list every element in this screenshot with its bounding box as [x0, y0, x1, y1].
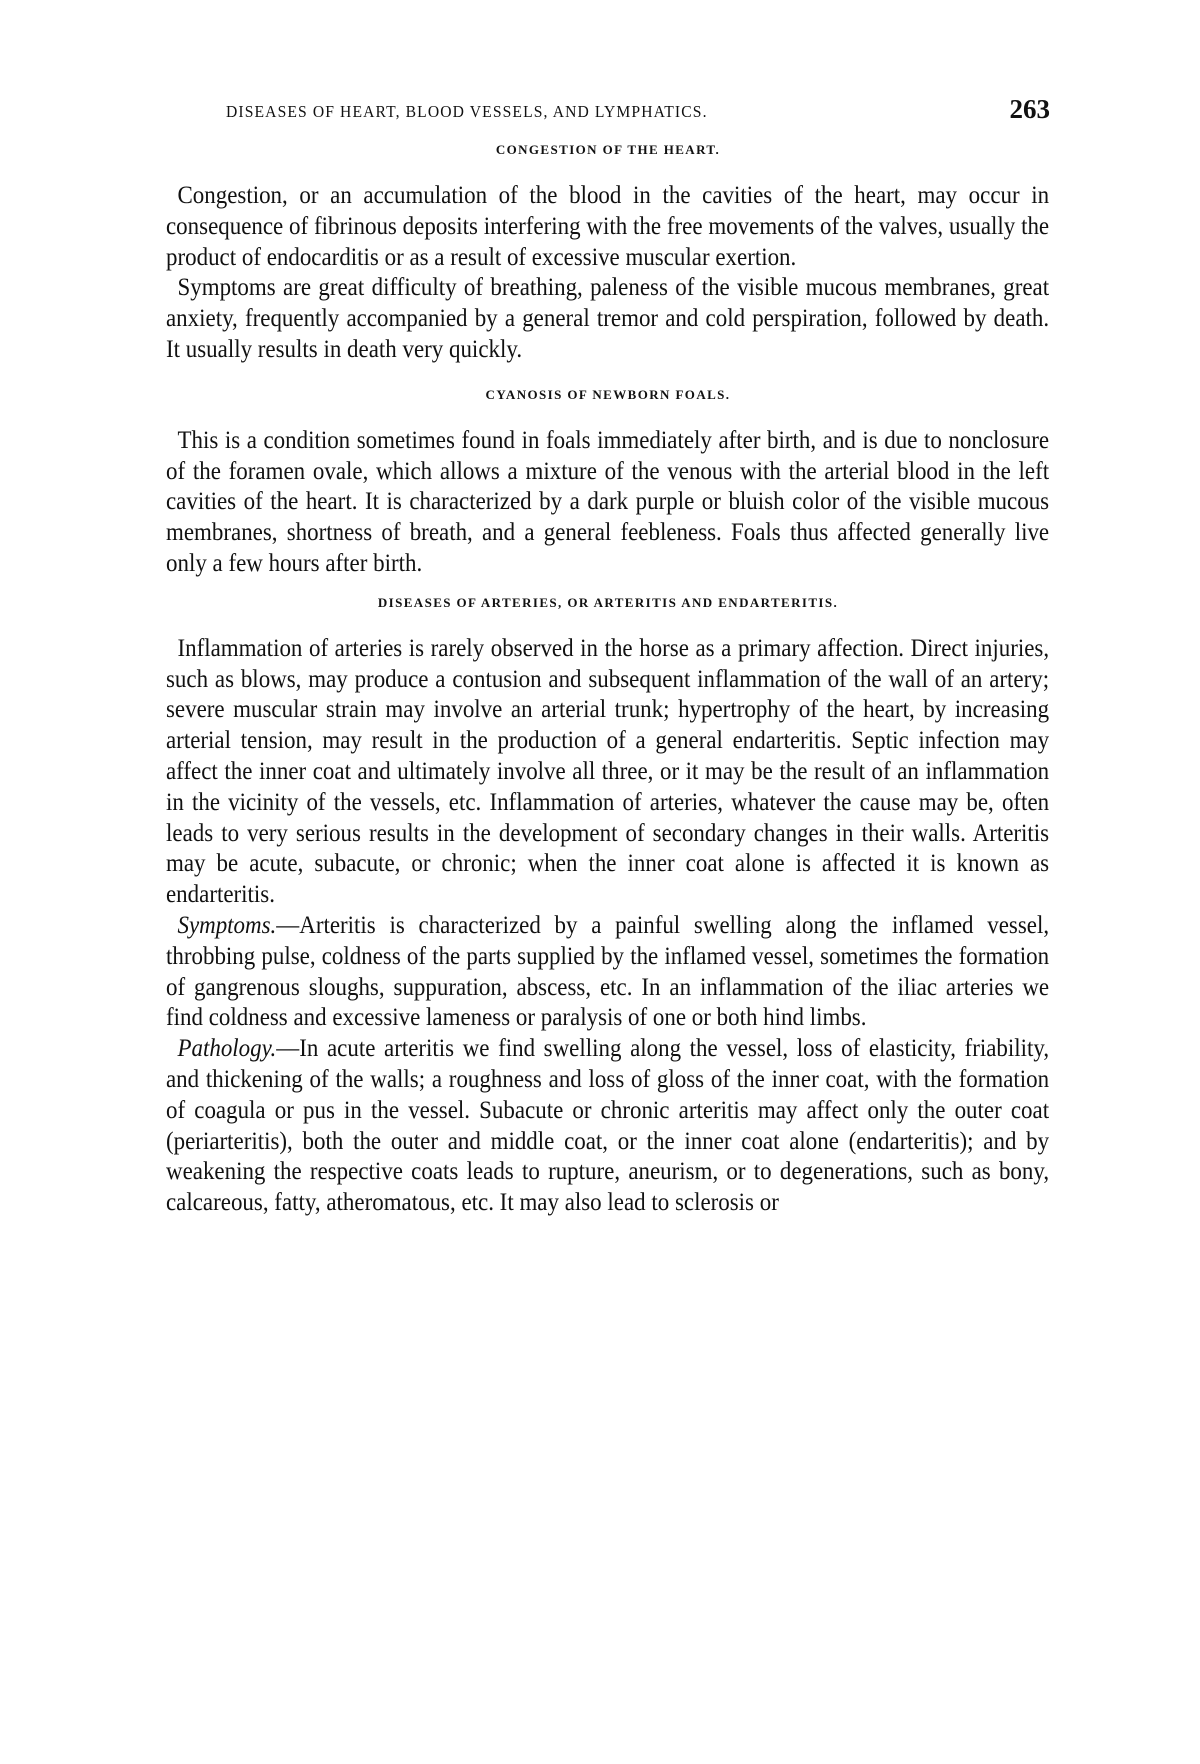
paragraph-text: This is a condition sometimes found in foals immediately after birth, and is due to nonclosure of the foramen ovale, which allows a mixture of the venous with the arterial blood in the left cavities of the heart. It is characterized by a dark purple or bluish color of the visible mucous membranes, shortness of breath, and a general feebleness. Foals thus affected generally live only a few hours after birth. — [166, 424, 1050, 577]
book-page — [166, 96, 1050, 1218]
section-heading-cyanosis: CYANOSIS OF NEWBORN FOALS. — [485, 386, 731, 402]
paragraph — [166, 180, 1049, 272]
paragraph-text: —Arteritis is characterized by a painful swelling along the inflamed vessel, throbbing pulse, coldness of the parts supplied by the inflamed vessel, sometimes the formation of gangrenous sloughs, suppuration, abscess, etc. In an inflammation of the iliac arteries we find coldness and excessive lameness or paralysis of one or both hind limbs. — [166, 909, 1050, 1032]
running-head-title: DISEASES OF HEART, BLOOD VESSELS, AND LYMPHATICS. — [226, 102, 708, 121]
paragraph — [166, 425, 1049, 579]
paragraph-text: —In acute arteritis we find swelling along the vessel, loss of elasticity, friability, and thickening of the walls; a roughness and loss of gloss of the inner coat, with the formation of coagula or pus in the vessel. Subacute or chronic arteritis may affect only the outer coat (periarteritis), both the outer and middle coat, or the inner coat alone (endarteritis); and by weakening the respective coats leads to rupture, aneurism, or to degenerations, such as bony, calcareous, fatty, atheromatous, etc. It may also lead to sclerosis or — [166, 1033, 1050, 1217]
section-heading-congestion: CONGESTION OF THE HEART. — [495, 142, 721, 157]
paragraph-lead-symptoms: Symptoms. — [177, 909, 277, 939]
paragraph-text: Inflammation of arteries is rarely observed in the horse as a primary affection. Direct injuries, such as blows, may produce a contusion and subsequent inflammation of the wall of an artery; severe muscular strain may involve an arterial trunk; hypertrophy of the heart, by increasing arterial tension, may result in the production of a general endarteritis. Septic infection may affect the inner coat and ultimately involve all three, or it may be the result of an inflammation in the vicinity of the vessels, etc. Inflammation of arteries, whatever the cause may be, often leads to very serious results in the development of secondary changes in their walls. Arteritis may be acute, subacute, or chronic; when the inner coat alone is affected it is known as endarteritis. — [166, 632, 1050, 909]
running-head — [166, 96, 1050, 132]
paragraph — [166, 633, 1049, 910]
section-heading-arteritis: DISEASES OF ARTERIES, OR ARTERITIS AND ENDARTERITIS. — [377, 594, 839, 610]
paragraph — [166, 1033, 1049, 1218]
paragraph-text: Congestion, or an accumulation of the blood in the cavities of the heart, may occur in consequence of fibrinous deposits interfering with the free movements of the valves, usually the product of endocarditis or as a result of excessive muscular exertion. — [166, 180, 1050, 271]
page-number: 263 — [1009, 94, 1050, 124]
paragraph — [166, 910, 1049, 1033]
paragraph — [166, 272, 1049, 364]
paragraph-lead-pathology: Pathology. — [177, 1033, 277, 1063]
paragraph-text: Symptoms are great difficulty of breathing, paleness of the visible mucous membranes, great anxiety, frequently accompanied by a general tremor and cold perspiration, followed by death. It usually results in death very quickly. — [166, 272, 1050, 363]
